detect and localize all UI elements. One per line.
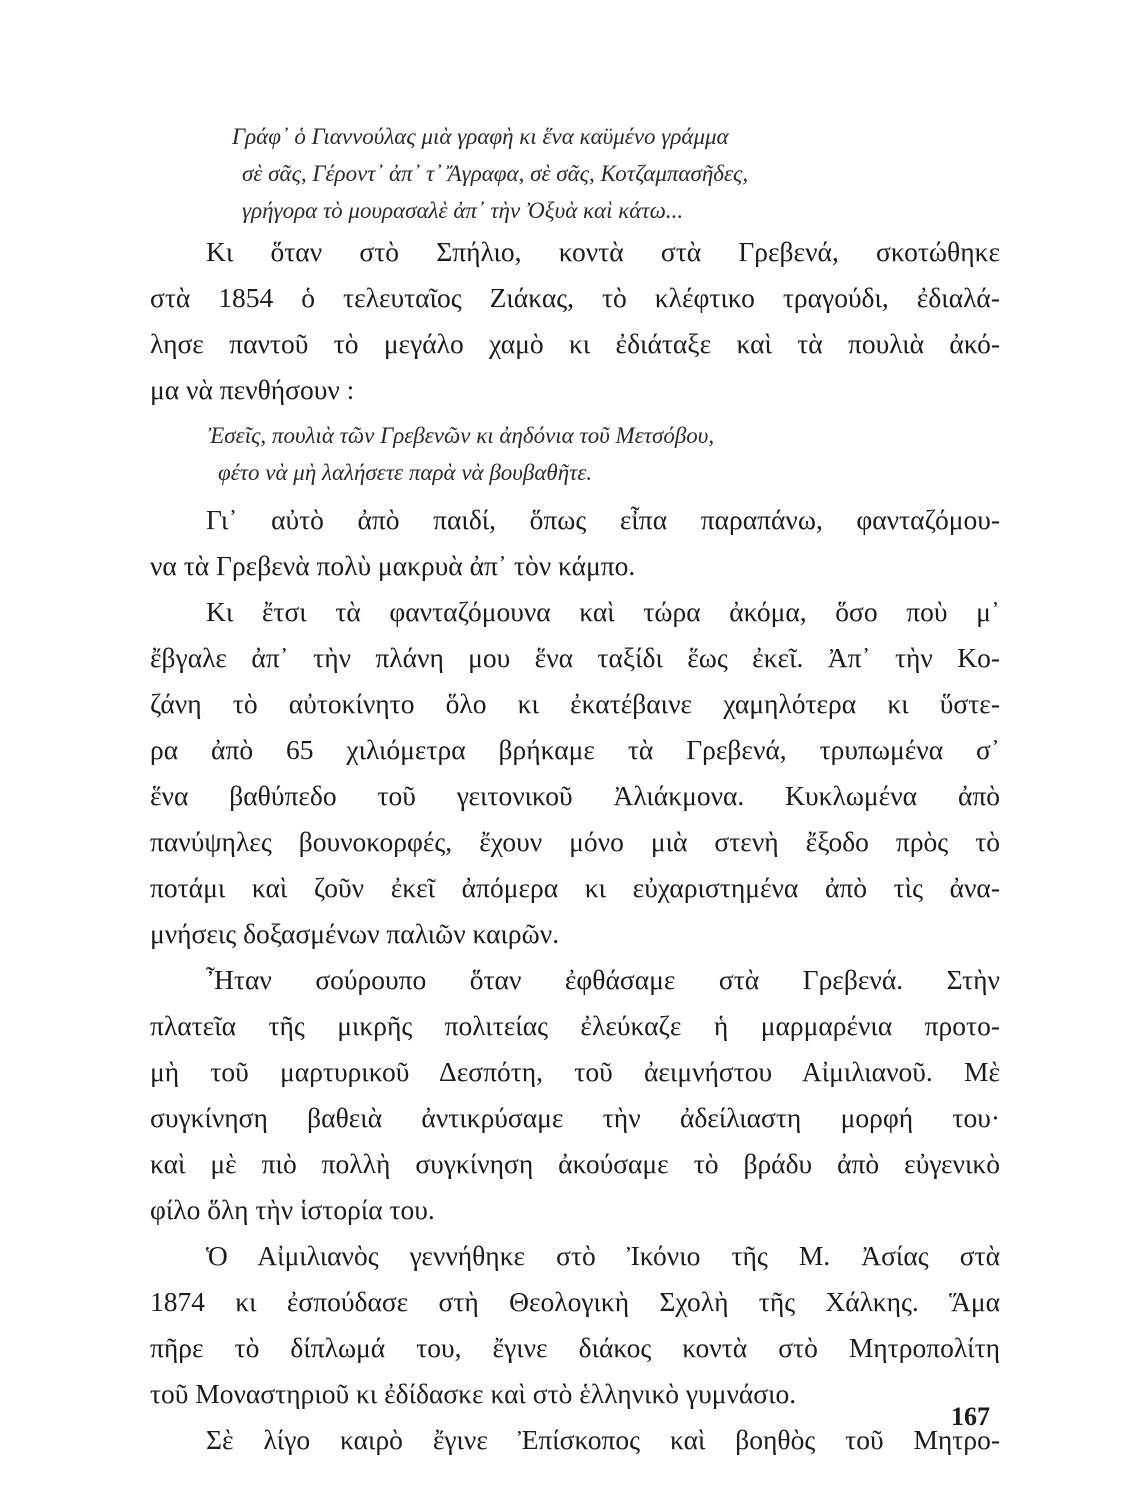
text-line: 1874 κι ἐσπούδασε στὴ Θεολογικὴ Σχολὴ τῆς Χάλκης. Ἅμα — [150, 1286, 1000, 1317]
text-line: πῆρε τὸ δίπλωμά του, ἔγινε διάκος κοντὰ στὸ Μητροπολίτη — [150, 1332, 1000, 1363]
text-line: μὴ τοῦ μαρτυρικοῦ Δεσπότη, τοῦ ἀειμνήστου Αἰμιλιανοῦ. Μὲ — [150, 1056, 1000, 1087]
paragraph-aimilianos-bio — [150, 1233, 1000, 1417]
paragraph-childhood-image — [150, 497, 1000, 589]
paragraph-arrival — [150, 957, 1000, 1233]
text-line: να τὰ Γρεβενὰ πολὺ μακρυὰ ἀπ᾽ τὸν κάμπο. — [150, 550, 636, 581]
text-line: καὶ μὲ πιὸ πολλὴ συγκίνηση ἀκούσαμε τὸ βράδυ ἀπὸ εὐγενικὸ — [150, 1148, 1000, 1179]
paragraph-journey — [150, 589, 1000, 957]
text-line: συγκίνηση βαθειὰ ἀντικρύσαμε τὴν ἀδείλιαστη μορφή του· — [150, 1102, 1000, 1133]
verse-line: Γράφ᾽ ὁ Γιαννούλας μιὰ γραφὴ κι ἕνα καϋμένο γράμμα — [232, 124, 729, 149]
paragraph-bishop — [150, 1417, 1000, 1463]
paragraph-ziakas-death — [150, 229, 1000, 413]
text-line: πανύψηλες βουνοκορφές, ἔχουν μόνο μιὰ στενὴ ἔξοδο πρὸς τὸ — [150, 826, 1000, 857]
text-line: ἔβγαλε ἀπ᾽ τὴν πλάνη μου ἕνα ταξίδι ἕως ἐκεῖ. Ἀπ᾽ τὴν Κο- — [150, 642, 1000, 673]
folk-song-quote-1 — [232, 118, 1000, 229]
text-line: ζάνη τὸ αὐτοκίνητο ὅλο κι ἐκατέβαινε χαμηλότερα κι ὕστε- — [150, 688, 1000, 719]
text-line: λησε παντοῦ τὸ μεγάλο χαμὸ κι ἐδιάταξε καὶ τὰ πουλιὰ ἀκό- — [150, 328, 1000, 359]
text-line: Ὁ Αἰμιλιανὸς γεννήθηκε στὸ Ἰκόνιο τῆς Μ. Ἀσίας στὰ — [206, 1240, 1000, 1271]
verse-line: Ἐσεῖς, πουλιὰ τῶν Γρεβενῶν κι ἀηδόνια τοῦ Μετσόβου, — [208, 423, 715, 448]
text-line: ποτάμι καὶ ζοῦν ἐκεῖ ἀπόμερα κι εὐχαριστημένα ἀπὸ τὶς ἀνα- — [150, 872, 1000, 903]
text-line: ἕνα βαθύπεδο τοῦ γειτονικοῦ Ἀλιάκμονα. Κυκλωμένα ἀπὸ — [150, 780, 1000, 811]
text-line: Κι ἔτσι τὰ φανταζόμουνα καὶ τώρα ἀκόμα, ὅσο ποὺ μ᾽ — [206, 596, 1000, 627]
verse-line: σὲ σᾶς, Γέροντ᾽ ἀπ᾽ τ᾽ Ἄγραφα, σὲ σᾶς, Κοτζαμπασῆδες, — [242, 161, 749, 186]
text-line: μα νὰ πενθήσουν : — [150, 374, 355, 405]
folk-song-quote-2 — [208, 417, 1000, 491]
text-line: τοῦ Μοναστηριοῦ κι ἐδίδασκε καὶ στὸ ἑλληνικὸ γυμνάσιο. — [150, 1378, 797, 1409]
text-line: στὰ 1854 ὁ τελευταῖος Ζιάκας, τὸ κλέφτικο τραγούδι, ἐδιαλά- — [150, 282, 1000, 313]
verse-line: φέτο νὰ μὴ λαλήσετε παρὰ νὰ βουβαθῆτε. — [218, 460, 593, 485]
page-number: 167 — [951, 1402, 990, 1431]
text-line: φίλο ὅλη τὴν ἱστορία του. — [150, 1194, 435, 1225]
text-line: Σὲ λίγο καιρὸ ἔγινε Ἐπίσκοπος καὶ βοηθὸς τοῦ Μητρο- — [206, 1424, 1000, 1455]
text-line: μνήσεις δοξασμένων παλιῶν καιρῶν. — [150, 918, 560, 949]
text-line: Ἦταν σούρουπο ὅταν ἐφθάσαμε στὰ Γρεβενά. Στὴν — [206, 964, 1000, 995]
page-body — [150, 118, 1000, 1463]
text-line: πλατεῖα τῆς μικρῆς πολιτείας ἐλεύκαζε ἡ μαρμαρένια προτο- — [150, 1010, 1000, 1041]
verse-line: γρήγορα τὸ μουρασαλὲ ἀπ᾽ τὴν Ὀξυὰ καὶ κάτω... — [242, 198, 684, 223]
text-line: ρα ἀπὸ 65 χιλιόμετρα βρήκαμε τὰ Γρεβενά, τρυπωμένα σ᾽ — [150, 734, 1000, 765]
text-line: Γι᾽ αὐτὸ ἀπὸ παιδί, ὅπως εἶπα παραπάνω, φανταζόμου- — [206, 504, 1000, 535]
text-line: Κι ὅταν στὸ Σπήλιο, κοντὰ στὰ Γρεβενά, σκοτώθηκε — [206, 236, 1000, 267]
